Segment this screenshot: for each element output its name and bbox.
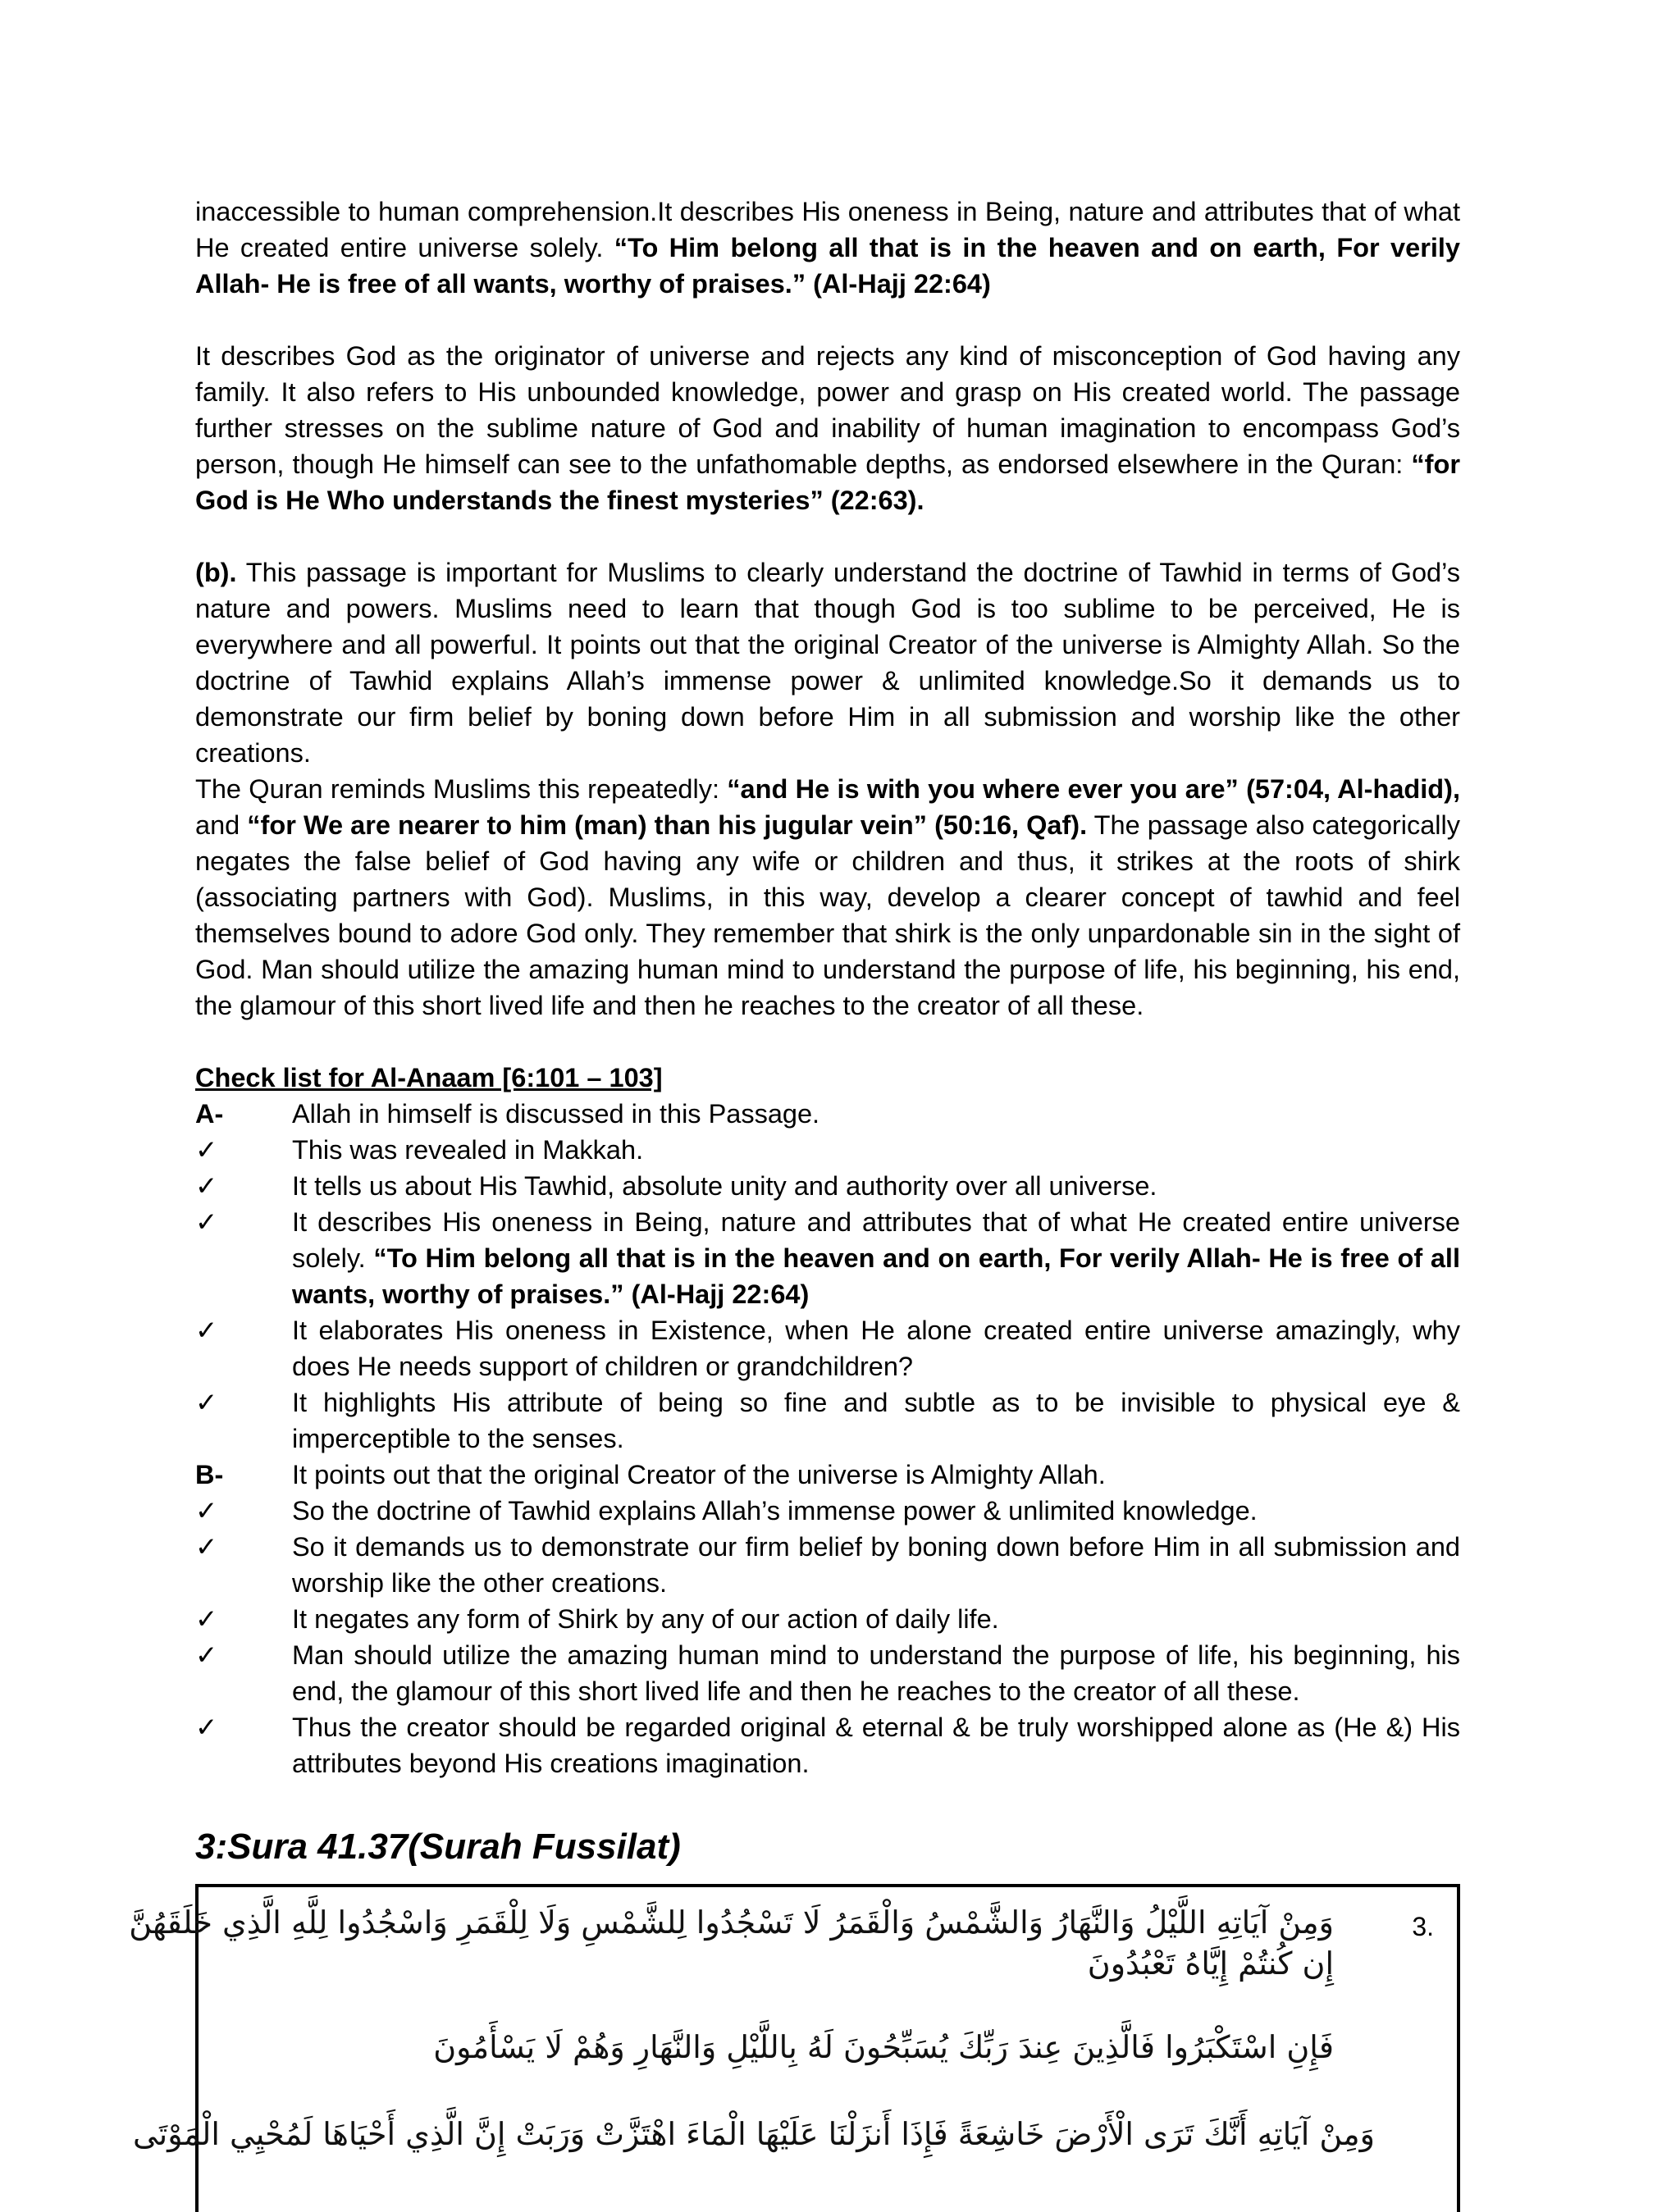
item-text: Allah in himself is discussed in this Passage. xyxy=(292,1099,820,1129)
paragraph-label: (b). xyxy=(195,558,237,587)
item-text: It tells us about His Tawhid, absolute unity and authority over all universe. xyxy=(292,1171,1157,1201)
arabic-verse-line: وَمِنْ آيَاتِهِ اللَّيْلُ وَالنَّهَارُ وَالشَّمْسُ وَالْقَمَرُ لَا تَسْجُدُوا لِلشَّمْسِ وَلَا لِلْقَمَرِ وَاسْجُدُوا لِلَّهِ الَّذِي خَلَقَهُنَّ xyxy=(129,1904,1334,1941)
checklist-item-text xyxy=(292,1457,1460,1493)
checkmark-icon: ✓ xyxy=(195,1387,218,1418)
item-text: So the doctrine of Tawhid explains Allah’s immense power & unlimited knowledge. xyxy=(292,1496,1258,1526)
paragraph-b xyxy=(195,554,1460,771)
checklist-item-text xyxy=(292,1493,1460,1529)
checklist-item xyxy=(195,1096,1460,1132)
checklist-item xyxy=(195,1168,1460,1204)
checklist-item xyxy=(195,1384,1460,1457)
checkmark-icon: ✓ xyxy=(195,1170,218,1202)
checklist-item-text xyxy=(292,1204,1460,1312)
checklist-item xyxy=(195,1709,1460,1781)
quran-quote: “for We are nearer to him (man) than his jugular vein” (50:16, Qaf). xyxy=(247,810,1088,840)
item-text: Thus the creator should be regarded original & eternal & be truly worshipped alone as (He &) His attributes beyond His creations imagination. xyxy=(292,1713,1460,1778)
paragraph-text: This passage is important for Muslims to clearly understand the doctrine of Tawhid in terms of God’s nature and powers. Muslims need to learn that though God is too sublime to be perceived, He is everywhere and all powerful. It points out that the original Creator of the universe is Almighty Allah. So the doctrine of Tawhid explains Allah’s immense power & unlimited knowledge.So it demands us to demonstrate our firm belief by boning down before Him in all submission and worship like the other creations. xyxy=(195,558,1460,768)
checklist-title: Check list for Al-Anaam [6:101 – 103] xyxy=(195,1063,663,1092)
intro-paragraph-2 xyxy=(195,338,1460,518)
arabic-verse-line: وَمِنْ آيَاتِهِ أَنَّكَ تَرَى الْأَرْضَ خَاشِعَةً فَإِذَا أَنزَلْنَا عَلَيْهَا الْمَاءَ اهْتَزَّتْ وَرَبَتْ إِنَّ الَّذِي أَحْيَاهَا لَمُحْيِي الْمَوْتَى xyxy=(132,2116,1375,2152)
quran-quote: “To Him belong all that is in the heaven and on earth, For verily Allah- He is free of all wants, worthy of praises.” (Al-Hajj 22:64) xyxy=(195,233,1460,299)
quran-quote: “and He is with you where ever you are” (57:04, Al-hadid), xyxy=(727,774,1460,804)
quran-reminder-paragraph xyxy=(195,771,1460,1024)
intro-paragraph-1 xyxy=(195,194,1460,302)
checkmark-icon: ✓ xyxy=(195,1712,218,1743)
checklist-item-text xyxy=(292,1312,1460,1384)
checkmark-icon: ✓ xyxy=(195,1134,218,1165)
item-text: It describes His oneness in Being, nature and attributes that of what He created entire universe solely. xyxy=(292,1207,1460,1273)
document-body xyxy=(195,194,1460,1781)
quran-quote: “for God is He Who understands the finest mysteries” (22:63). xyxy=(195,449,1460,515)
checkmark-icon: ✓ xyxy=(195,1640,218,1671)
checklist-item xyxy=(195,1637,1460,1709)
checklist-item xyxy=(195,1529,1460,1601)
checkmark-icon: ✓ xyxy=(195,1206,218,1238)
arabic-verse-line: فَإِنِ اسْتَكْبَرُوا فَالَّذِينَ عِندَ رَبِّكَ يُسَبِّحُونَ لَهُ بِاللَّيْلِ وَالنَّهَارِ وَهُمْ لَا يَسْأَمُونَ xyxy=(433,2029,1334,2065)
paragraph-text: The Quran reminds Muslims this repeatedly: xyxy=(195,774,728,804)
checkmark-icon: ✓ xyxy=(195,1603,218,1635)
paragraph-text: The passage also categorically negates the false belief of God having any wife or children and thus, it strikes at the roots of shirk (associating partners with God). Muslims, in this way, develop a clearer concept of tawhid and feel themselves bound to adore God only. They remember that shirk is the only unpardonable sin in the sight of God. Man should utilize the amazing human mind to understand the purpose of life, his beginning, his end, the glamour of this short lived life and then he reaches to the creator of all these. xyxy=(195,810,1460,1020)
item-text: This was revealed in Makkah. xyxy=(292,1135,644,1165)
checklist-item xyxy=(195,1493,1460,1529)
item-text: It negates any form of Shirk by any of our action of daily life. xyxy=(292,1604,999,1634)
arabic-verse-line: إِن كُنتُمْ إِيَّاهُ تَعْبُدُونَ xyxy=(1087,1945,1334,1982)
section-heading: 3:Sura 41.37(Surah Fussilat) xyxy=(195,1827,681,1867)
paragraph-text: and xyxy=(195,810,248,840)
checklist-item-text xyxy=(292,1529,1460,1601)
checkmark-icon: ✓ xyxy=(195,1315,218,1346)
checklist-item xyxy=(195,1601,1460,1637)
checklist-item xyxy=(195,1204,1460,1312)
checklist-item-text xyxy=(292,1384,1460,1457)
checklist-item-text xyxy=(292,1637,1460,1709)
item-text: Man should utilize the amazing human mind to understand the purpose of life, his beginning, his end, the glamour of this short lived life and then he reaches to the creator of all these. xyxy=(292,1640,1460,1706)
checklist-item-text xyxy=(292,1132,1460,1168)
checklist-item xyxy=(195,1132,1460,1168)
checkmark-icon: ✓ xyxy=(195,1495,218,1526)
item-text: It points out that the original Creator of the universe is Almighty Allah. xyxy=(292,1460,1106,1489)
item-text: It elaborates His oneness in Existence, when He alone created entire universe amazingly, why does He needs support of children or grandchildren? xyxy=(292,1316,1460,1381)
paragraph-text: inaccessible to human comprehension.It describes His oneness in Being, nature and attributes that of what He created entire universe solely. xyxy=(195,197,1460,262)
checklist-item-text xyxy=(292,1096,1460,1132)
section-marker: A- xyxy=(195,1099,224,1129)
section-marker: B- xyxy=(195,1460,224,1489)
checklist-item-text xyxy=(292,1709,1460,1781)
item-text: So it demands us to demonstrate our firm belief by boning down before Him in all submission and worship like the other creations. xyxy=(292,1532,1460,1598)
checklist-item xyxy=(195,1312,1460,1384)
checkmark-icon: ✓ xyxy=(195,1531,218,1562)
item-text: It highlights His attribute of being so fine and subtle as to be invisible to physical eye & imperceptible to the senses. xyxy=(292,1388,1460,1453)
checklist-item xyxy=(195,1457,1460,1493)
paragraph-text: It describes God as the originator of universe and rejects any kind of misconception of God having any family. It also refers to His unbounded knowledge, power and grasp on His created world. The passage further stresses on the sublime nature of God and inability of human imagination to encompass God’s person, though He himself can see to the unfathomable depths, as endorsed elsewhere in the Quran: xyxy=(195,341,1460,479)
checklist xyxy=(195,1096,1460,1781)
arabic-verse-box xyxy=(129,1884,1460,2212)
checklist-item-text xyxy=(292,1601,1460,1637)
quran-quote: “To Him belong all that is in the heaven and on earth, For verily Allah- He is free of all wants, worthy of praises.” (Al-Hajj 22:64) xyxy=(292,1243,1460,1309)
checklist-item-text xyxy=(292,1168,1460,1204)
verse-number: 3. xyxy=(1412,1912,1434,1941)
